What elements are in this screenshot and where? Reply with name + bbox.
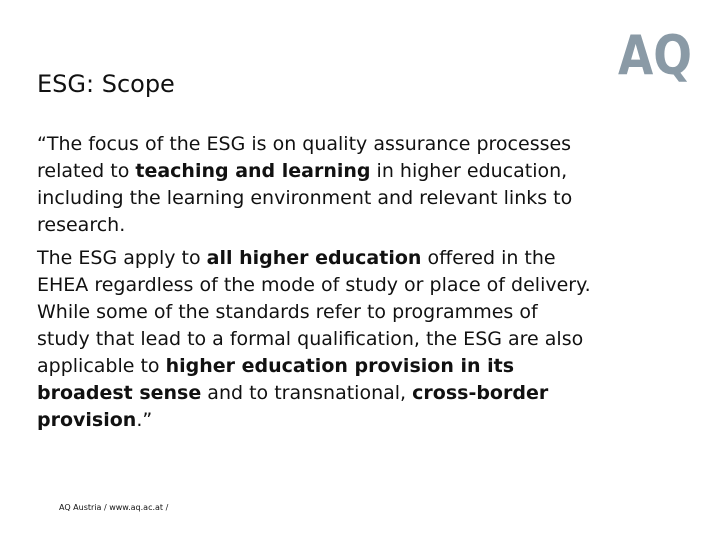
text-line: [37, 380, 697, 407]
aq-logo: [617, 24, 693, 87]
text-run: applicable to: [37, 355, 166, 377]
text-line: [37, 245, 697, 272]
slide-title: ESG: Scope: [37, 70, 175, 98]
text-line: [37, 212, 697, 239]
text-run: research.: [37, 214, 126, 236]
text-run: study that lead to a formal qualification, the ESG are also: [37, 328, 584, 350]
text-run: in higher education,: [370, 160, 568, 182]
text-line: [37, 353, 697, 380]
text-line: [37, 272, 697, 299]
text-run: and to transnational,: [201, 382, 413, 404]
text-run: The ESG apply to: [37, 247, 207, 269]
aq-logo-text: AQ: [618, 24, 692, 87]
emphasis-text: all higher education: [206, 247, 422, 269]
text-line: [37, 407, 697, 434]
text-line: [37, 185, 697, 212]
text-line: [37, 131, 697, 158]
text-run: including the learning environment and relevant links to: [37, 187, 573, 209]
emphasis-text: cross-border: [412, 382, 549, 404]
quote-paragraph-2: [37, 245, 697, 434]
text-run: related to: [37, 160, 136, 182]
text-run: EHEA regardless of the mode of study or place of delivery.: [37, 274, 591, 296]
text-run: “The focus of the ESG is on quality assurance processes: [37, 133, 572, 155]
text-line: [37, 299, 697, 326]
emphasis-text: teaching and learning: [135, 160, 371, 182]
text-line: [37, 158, 697, 185]
text-line: [37, 326, 697, 353]
text-run: offered in the: [421, 247, 556, 269]
emphasis-text: broadest sense: [37, 382, 202, 404]
text-run: .”: [136, 409, 153, 431]
quote-paragraph-1: [37, 131, 697, 239]
emphasis-text: higher education provision in its: [165, 355, 515, 377]
emphasis-text: provision: [37, 409, 137, 431]
quote-text: [37, 131, 697, 434]
text-run: While some of the standards refer to programmes of: [37, 301, 538, 323]
footer-text: AQ Austria / www.aq.ac.at /: [59, 503, 169, 512]
